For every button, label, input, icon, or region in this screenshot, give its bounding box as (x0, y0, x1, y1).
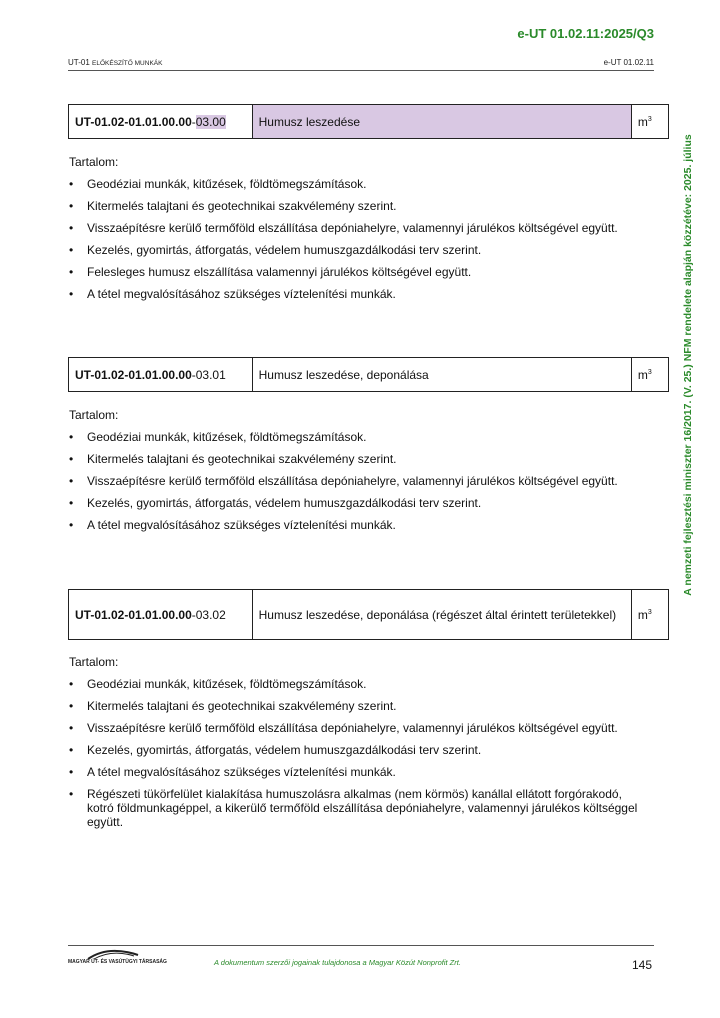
list-item (69, 221, 644, 235)
item-content (69, 155, 644, 309)
list-item (69, 496, 644, 510)
header-left-section: ELŐKÉSZÍTŐ MUNKÁK (92, 60, 163, 67)
unit-exponent: 3 (647, 368, 652, 376)
list-item-text: Kitermelés talajtani és geotechnikai szakvélemény szerint. (87, 699, 397, 713)
document-code: e-UT 01.02.11:2025/Q3 (517, 26, 654, 41)
list-item-text: Kezelés, gyomirtás, átforgatás, védelem humuszgazdálkodási terv szerint. (87, 743, 482, 757)
bullet-icon: • (69, 677, 74, 691)
list-item (69, 430, 644, 444)
unit-exponent: 3 (647, 608, 652, 616)
list-item (69, 474, 644, 488)
content-label: Tartalom: (69, 408, 119, 422)
list-item-text: Geodéziai munkák, kitűzések, földtömegszámítások. (87, 177, 367, 191)
bullet-icon: • (69, 496, 74, 510)
page-number: 145 (631, 958, 652, 972)
list-item-text: Felesleges humusz elszállítása valamennyi járulékos költségével együtt. (87, 265, 472, 279)
list-item-text: Geodéziai munkák, kitűzések, földtömegszámítások. (87, 430, 367, 444)
list-item-text: Kezelés, gyomirtás, átforgatás, védelem humuszgazdálkodási terv szerint. (87, 243, 482, 257)
item-code-separator: - (191, 607, 196, 622)
bullet-icon: • (69, 452, 74, 466)
list-item (69, 177, 644, 191)
list-item-text: A tétel megvalósításához szükséges víztelenítési munkák. (87, 765, 396, 779)
unit-base: m (637, 607, 648, 622)
bullet-icon: • (69, 474, 74, 488)
list-item-text: A tétel megvalósításához szükséges víztelenítési munkák. (87, 518, 396, 532)
item-title-cell: Humusz leszedése (252, 105, 631, 139)
unit-base: m (637, 114, 648, 129)
item-code-suffix: 03.01 (195, 367, 226, 382)
list-item (69, 787, 644, 829)
list-item (69, 721, 644, 735)
bullet-icon: • (69, 199, 74, 213)
header-left (68, 58, 162, 67)
bullet-icon: • (69, 221, 74, 235)
bullet-icon: • (69, 518, 74, 532)
list-item (69, 265, 644, 279)
footer-divider (68, 945, 654, 946)
list-item-text: Visszaépítésre kerülő termőföld elszállítása depóniahelyre, valamennyi járulékos költségével együtt. (87, 221, 618, 235)
item-code-cell (69, 358, 253, 392)
item-unit-cell (631, 358, 668, 392)
list-item-text: Geodéziai munkák, kitűzések, földtömegszámítások. (87, 677, 367, 691)
list-item (69, 518, 644, 532)
content-list (69, 430, 644, 532)
list-item-text: Kezelés, gyomirtás, átforgatás, védelem humuszgazdálkodási terv szerint. (87, 496, 482, 510)
list-item (69, 199, 644, 213)
item-code-bold: UT-01.02-01.01.00.00 (75, 607, 192, 622)
list-item-text: Kitermelés talajtani és geotechnikai szakvélemény szerint. (87, 199, 397, 213)
item-code-suffix: 03.02 (195, 607, 226, 622)
list-item-text: Visszaépítésre kerülő termőföld elszállítása depóniahelyre, valamennyi járulékos költségével együtt. (87, 474, 618, 488)
bullet-icon: • (69, 243, 74, 257)
item-header-table (68, 104, 669, 139)
copyright-note: A dokumentum szerzői jogainak tulajdonosa a Magyar Közút Nonprofit Zrt. (214, 958, 461, 967)
item-code-cell (69, 105, 253, 139)
list-item-text: Kitermelés talajtani és geotechnikai szakvélemény szerint. (87, 452, 397, 466)
side-note-text: A nemzeti fejlesztési miniszter 16/2017. (V. 25.) NFM rendelete alapján közzétéve: 2025. július (682, 134, 694, 596)
list-item (69, 452, 644, 466)
list-item-text: Visszaépítésre kerülő termőföld elszállítása depóniahelyre, valamennyi járulékos költségével együtt. (87, 721, 618, 735)
item-code-separator: - (191, 367, 196, 382)
list-item (69, 287, 644, 301)
content-list (69, 177, 644, 301)
item-unit-cell (631, 590, 668, 640)
item-content (69, 408, 644, 540)
list-item (69, 765, 644, 779)
bullet-icon: • (69, 721, 74, 735)
running-header (68, 56, 654, 71)
company-logo (68, 947, 168, 969)
logo-text: MAGYAR ÚT- ÉS VASÚTÜGYI TÁRSASÁG (68, 959, 167, 965)
item-content (69, 655, 644, 837)
unit-exponent: 3 (647, 115, 652, 123)
item-code-bold: UT-01.02-01.01.00.00 (75, 114, 192, 129)
bullet-icon: • (69, 743, 74, 757)
header-left-prefix: UT-01 (68, 58, 93, 67)
content-list (69, 677, 644, 829)
list-item (69, 243, 644, 257)
bullet-icon: • (69, 265, 74, 279)
list-item (69, 677, 644, 691)
item-title-cell: Humusz leszedése, deponálása (régészet által érintett területekkel) (252, 590, 631, 640)
bullet-icon: • (69, 787, 74, 801)
item-code-separator: - (191, 114, 196, 129)
item-code-suffix: 03.00 (195, 114, 226, 129)
list-item-text: Régészeti tükörfelület kialakítása humuszolásra alkalmas (nem körmös) kanállal ellátott forgórakodó, kotró földmunkagéppel, a kikerülő termőföld elszállítása depóniahelyre, valamennyi járulékos költséggel együtt. (87, 787, 638, 829)
bullet-icon: • (69, 765, 74, 779)
list-item-text: A tétel megvalósításához szükséges víztelenítési munkák. (87, 287, 396, 301)
list-item (69, 699, 644, 713)
item-header-table (68, 589, 669, 640)
unit-base: m (637, 367, 648, 382)
content-label: Tartalom: (69, 155, 119, 169)
header-right: e-UT 01.02.11 (603, 58, 654, 67)
list-item (69, 743, 644, 757)
bullet-icon: • (69, 430, 74, 444)
content-label: Tartalom: (69, 655, 119, 669)
item-title-cell: Humusz leszedése, deponálása (252, 358, 631, 392)
bullet-icon: • (69, 699, 74, 713)
bullet-icon: • (69, 287, 74, 301)
item-unit-cell (631, 105, 668, 139)
item-header-table (68, 357, 669, 392)
bullet-icon: • (69, 177, 74, 191)
item-code-cell (69, 590, 253, 640)
item-code-bold: UT-01.02-01.01.00.00 (75, 367, 192, 382)
